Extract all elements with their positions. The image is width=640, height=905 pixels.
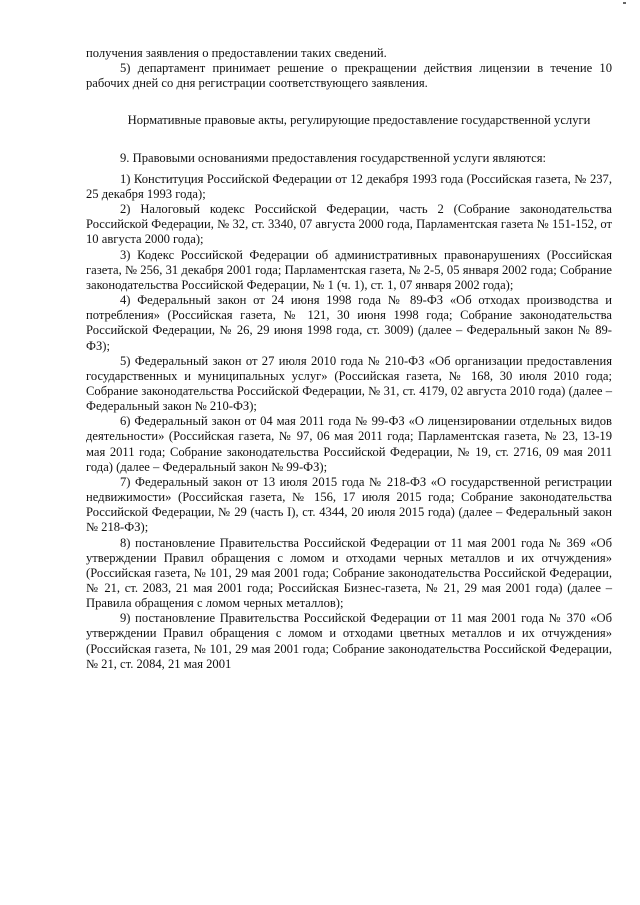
list-item-1: 1) Конституция Российской Федерации от 12 декабря 1993 года (Российская газета, № 237, 25 декабря 1993 года); bbox=[86, 171, 612, 201]
list-item-2: 2) Налоговый кодекс Российской Федерации, часть 2 (Собрание законодательства Российской Федерации, № 32, ст. 3340, 07 августа 2000 года, Парламентская газета № 151-152, от 10 августа 2000 года); bbox=[86, 202, 612, 247]
list-item-7: 7) Федеральный закон от 13 июля 2015 года № 218-ФЗ «О государственной регистрации недвижимости» (Российская газета, № 156, 17 июля 2015 года; Собрание законодательства Российской Федерации, № 29 (часть I), ст. 4344, 20 июля 2015 года) (далее – Федеральный закон № 218-ФЗ); bbox=[86, 474, 612, 535]
intro-continuation: получения заявления о предоставлении таких сведений. bbox=[86, 46, 387, 60]
intro-item-5: 5) департамент принимает решение о прекращении действия лицензии в течение 10 рабочих дней со дня регистрации соответствующего заявления. bbox=[86, 61, 612, 91]
list-item-5: 5) Федеральный закон от 27 июля 2010 года № 210-ФЗ «Об организации предоставления государственных и муниципальных услуг» (Российская газета, № 168, 30 июля 2010 года; Собрание законодательства Российской Федерации, № 31, ст. 4179, 02 августа 2010 года) (далее – Федеральный закон № 210-ФЗ); bbox=[86, 353, 612, 414]
clause-9-lead: 9. Правовыми основаниями предоставления государственной услуги являются: bbox=[120, 150, 546, 165]
section-heading: Нормативные правовые акты, регулирующие предоставление государственной услуги bbox=[127, 113, 591, 128]
list-item-6: 6) Федеральный закон от 04 мая 2011 года № 99-ФЗ «О лицензировании отдельных видов деятельности» (Российская газета, № 97, 06 мая 2011 года; Парламентская газета, № 23, 13-19 мая 2011 года; Собрание законодательства Российской Федерации, № 19, ст. 2716, 09 мая 2011 года) (далее – Федеральный закон № 99-ФЗ); bbox=[86, 414, 612, 474]
list-item-3: 3) Кодекс Российской Федерации об административных правонарушениях (Российская газета, № 256, 31 декабря 2001 года; Парламентская газета, № 2-5, 05 января 2002 года; Собрание законодательства Российской Федерации, № 1 (ч. 1), ст. 1, 07 января 2002 года); bbox=[86, 247, 612, 292]
scan-mark bbox=[623, 2, 626, 4]
list-item-4: 4) Федеральный закон от 24 июня 1998 года № 89-ФЗ «Об отходах производства и потребления» (Российская газета, № 121, 30 июня 1998 года; Собрание законодательства Российской Федерации, № 26, 29 июня 1998 года, ст. 3009) (далее – Федеральный закон № 89-ФЗ); bbox=[86, 293, 612, 353]
list-item-8: 8) постановление Правительства Российской Федерации от 11 мая 2001 года № 369 «Об утверждении Правил обращения с ломом и отходами черных металлов и их отчуждения» (Российская газета, № 101, 29 мая 2001 года; Собрание законодательства Российской Федерации, № 21, ст. 2083, 21 мая 2001 года; Российская Бизнес-газета, № 21, 29 мая 2001 года) (далее – Правила обращения с ломом черных металлов); bbox=[86, 535, 612, 611]
list-item-9: 9) постановление Правительства Российской Федерации от 11 мая 2001 года № 370 «Об утверждении Правил обращения с ломом и отходами цветных металлов и их отчуждения» (Российская газета, № 101, 29 мая 2001 года; Собрание законодательства Российской Федерации, № 21, ст. 2084, 21 мая 2001 bbox=[86, 611, 612, 671]
